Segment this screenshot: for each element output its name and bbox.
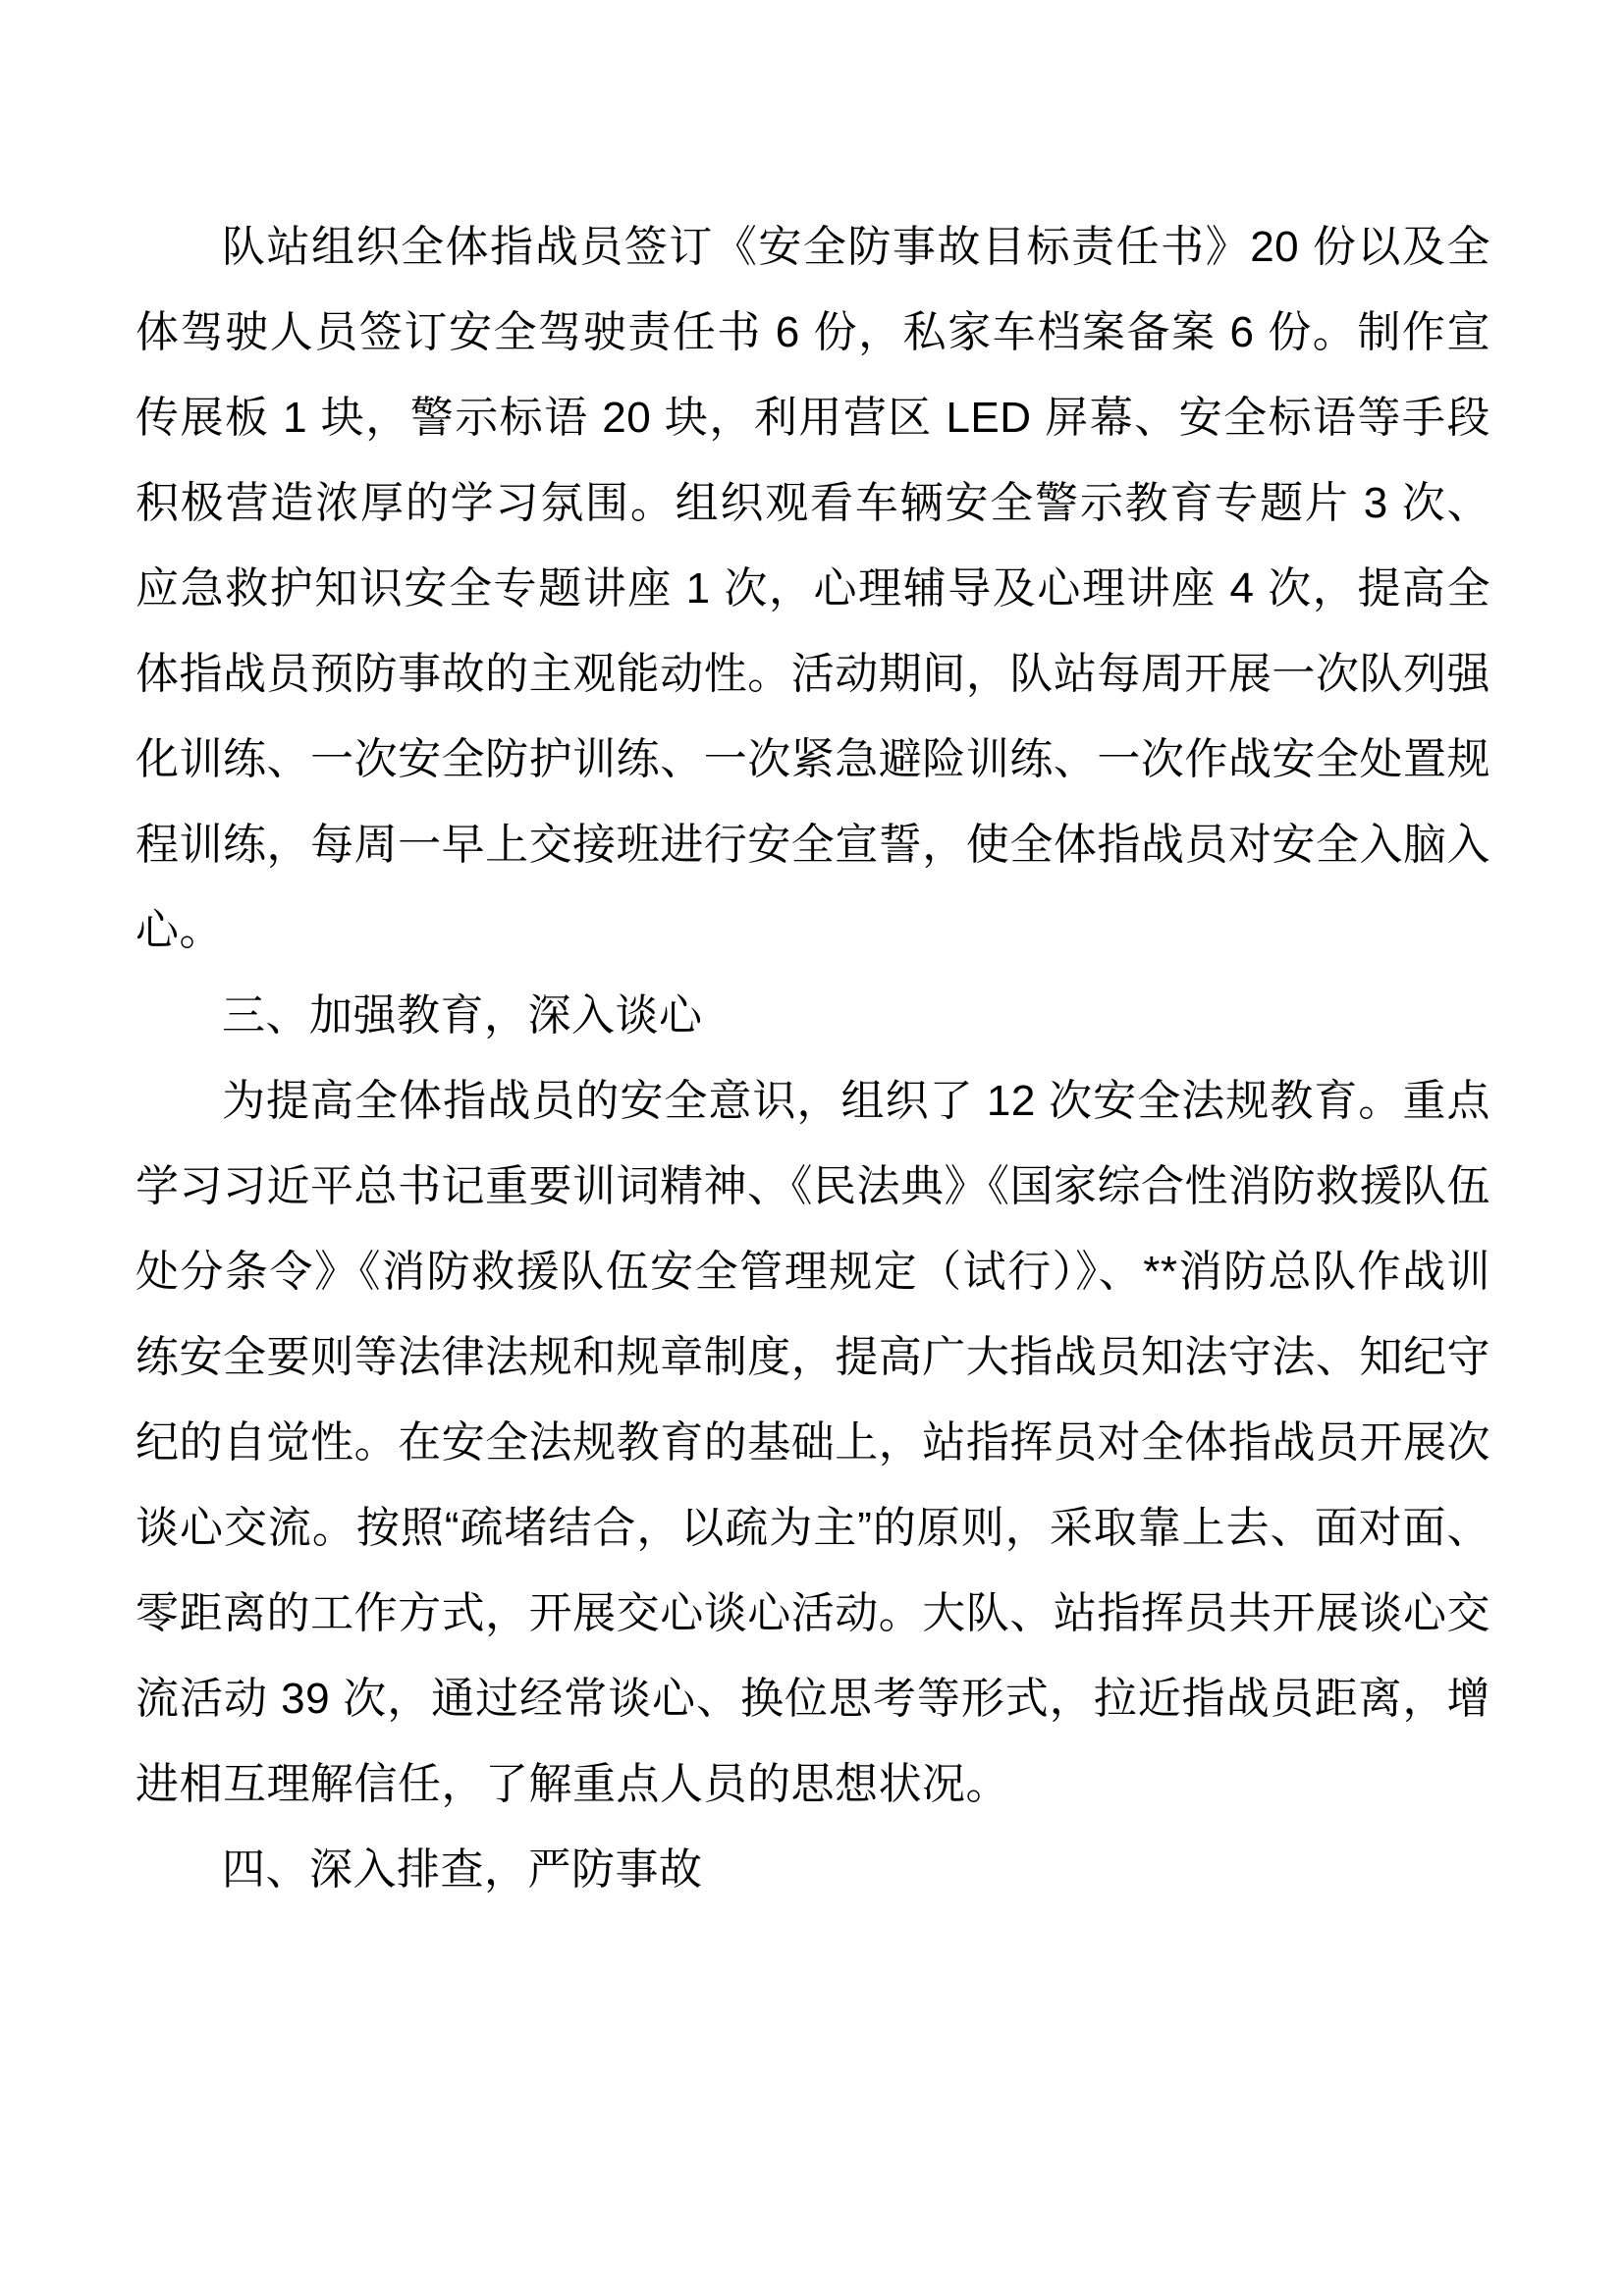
document-body xyxy=(135,204,1490,1912)
paragraph-safety-responsibility: 队站组织全体指战员签订《安全防事故目标责任书》20 份以及全体驾驶人员签订安全驾驶责任书 6 份，私家车档案备案 6 份。制作宣传展板 1 块，警示标语 20 块，利用营区 LED 屏幕、安全标语等手段积极营造浓厚的学习氛围。组织观看车辆安全警示教育专题片 3 次、应急救护知识安全专题讲座 1 次，心理辅导及心理讲座 4 次，提高全体指战员预防事故的主观能动性。活动期间，队站每周开展一次队列强化训练、一次安全防护训练、一次紧急避险训练、一次作战安全处置规程训练，每周一早上交接班进行安全宣誓，使全体指战员对安全入脑入心。 xyxy=(135,223,1490,954)
paragraph-education-talks: 为提高全体指战员的安全意识，组织了 12 次安全法规教育。重点学习习近平总书记重要训词精神、《民法典》《国家综合性消防救援队伍处分条令》《消防救援队伍安全管理规定（试行）》、**消防总队作战训练安全要则等法律法规和规章制度，提高广大指战员知法守法、知纪守纪的自觉性。在安全法规教育的基础上，站指挥员对全体指战员开展次谈心交流。按照“疏堵结合，以疏为主”的原则，采取靠上去、面对面、零距离的工作方式，开展交心谈心活动。大队、站指挥员共开展谈心交流活动 39 次，通过经常谈心、换位思考等形式，拉近指战员距离，增进相互理解信任，了解重点人员的思想状况。 xyxy=(135,1077,1490,1808)
heading-section-3: 三、加强教育，深入谈心 xyxy=(222,991,703,1040)
heading-section-4: 四、深入排查，严防事故 xyxy=(222,1845,703,1894)
